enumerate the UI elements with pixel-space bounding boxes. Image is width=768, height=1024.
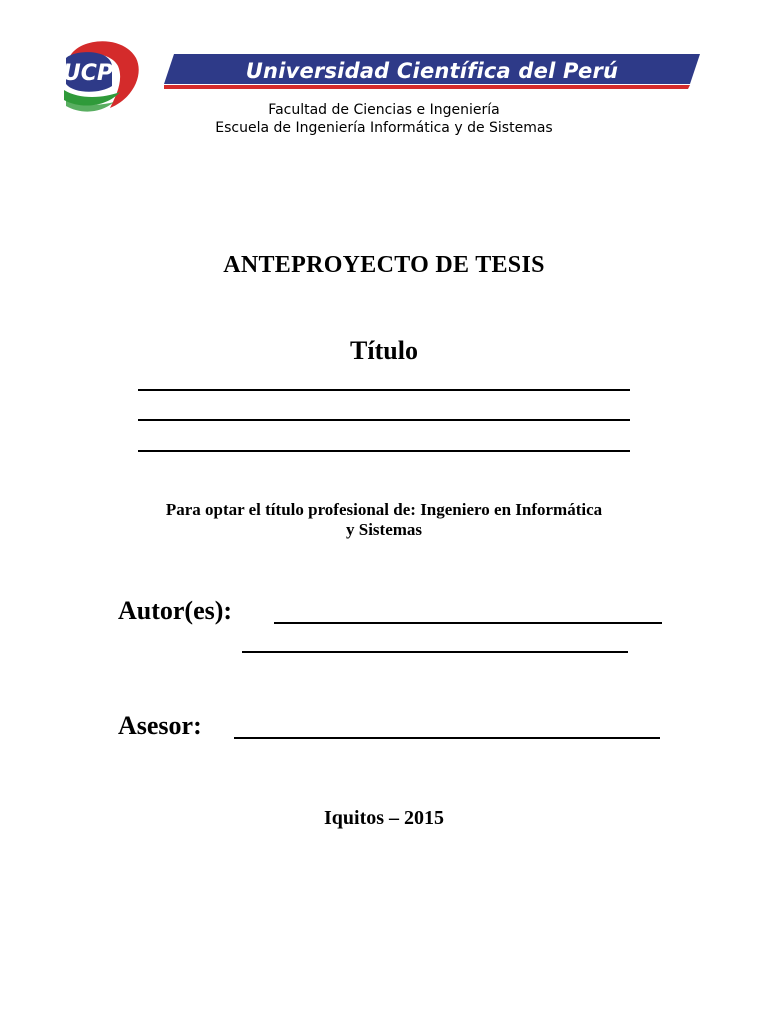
author-blank-line-1 [274, 622, 662, 624]
degree-line-2: y Sistemas [345, 520, 423, 539]
degree-line-1: Para optar el título profesional de: Ingeniero en Informática [165, 500, 603, 519]
faculty-name: Facultad de Ciencias e Ingeniería [268, 102, 500, 118]
title-blank-line-3 [138, 450, 630, 452]
title-label: Título [350, 336, 418, 365]
emblem-text: UCP [62, 61, 114, 86]
advisor-label: Asesor: [118, 711, 202, 740]
title-blank-line-2 [138, 419, 630, 421]
advisor-blank-line [234, 737, 660, 739]
author-label: Autor(es): [118, 596, 233, 625]
place-date: Iquitos – 2015 [323, 807, 445, 829]
document-heading: ANTEPROYECTO DE TESIS [223, 252, 545, 278]
ucp-logo-banner [164, 54, 700, 90]
university-name: Universidad Científica del Perú [245, 59, 619, 83]
author-blank-line-2 [242, 651, 628, 653]
title-blank-line-1 [138, 389, 630, 391]
school-name: Escuela de Ingeniería Informática y de Sistemas [215, 120, 553, 136]
